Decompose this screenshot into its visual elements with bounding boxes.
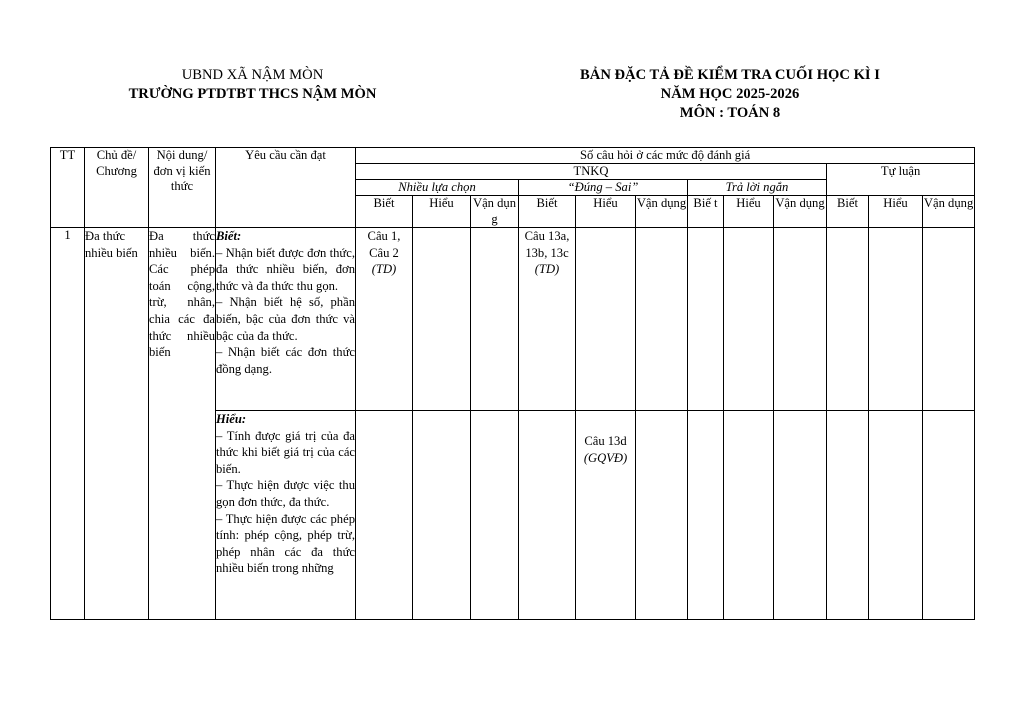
question-ref: Câu 1, Câu 2 xyxy=(367,229,401,260)
table-row xyxy=(51,228,975,411)
th-tl-hieu: Hiểu xyxy=(724,196,774,228)
requirement-item: – Nhận biết các đơn thức đồng dạng. xyxy=(216,345,355,376)
question-ref: Câu 13d xyxy=(584,434,627,448)
th-ds-hieu: Hiểu xyxy=(576,196,636,228)
th-sub-tra-loi-ngan: Trả lời ngắn xyxy=(688,180,827,196)
cell-tl-biet xyxy=(688,411,724,620)
school-name-line: TRƯỜNG PTDTBT THCS NẬM MÒN xyxy=(128,86,377,102)
th-group-tu-luan: Tự luận xyxy=(827,164,975,196)
document-header xyxy=(0,66,1024,123)
cell-ds-vandung xyxy=(636,228,688,411)
cell-tu-vandung xyxy=(923,228,975,411)
question-ref: Câu 13a, 13b, 13c xyxy=(524,229,570,260)
competency-tag: (TD) xyxy=(371,262,397,277)
cell-yeu-cau-biet xyxy=(216,228,356,411)
cell-tu-hieu xyxy=(869,411,923,620)
issuing-authority-line: UBND XÃ NẬM MÒN xyxy=(181,67,324,83)
cell-mc-vandung xyxy=(471,411,519,620)
header-left-block xyxy=(0,66,450,104)
cell-mc-biet xyxy=(356,228,413,411)
requirement-item: – Tính được giá trị của đa thức khi biết giá trị của các biến. xyxy=(216,428,355,476)
cell-chu-de: Đa thức nhiều biến xyxy=(85,228,149,620)
competency-tag: (TD) xyxy=(534,262,560,277)
cell-ds-vandung xyxy=(636,411,688,620)
cell-mc-hieu xyxy=(413,411,471,620)
th-tu-vandung: Vận dụng xyxy=(923,196,975,228)
cell-tl-vandung xyxy=(774,411,827,620)
th-noi-dung: Nội dung/ đơn vị kiến thức xyxy=(149,148,216,228)
th-group-tnkq: TNKQ xyxy=(356,164,827,180)
cell-tl-hieu xyxy=(724,411,774,620)
requirement-label-biet: Biết: xyxy=(216,229,242,243)
header-right-block xyxy=(450,66,1010,123)
requirement-label-hieu: Hiểu: xyxy=(216,412,247,426)
cell-tu-biet xyxy=(827,228,869,411)
cell-tl-biet xyxy=(688,228,724,411)
cell-tl-vandung xyxy=(774,228,827,411)
cell-mc-vandung xyxy=(471,228,519,411)
requirement-item: – Nhận biết được đơn thức, đa thức nhiều biến, đơn thức và đa thức thu gọn. xyxy=(216,245,355,293)
th-chu-de: Chủ đề/ Chương xyxy=(85,148,149,228)
th-sub-dung-sai: “Đúng – Sai” xyxy=(519,180,688,196)
th-sub-nhieu-lua-chon: Nhiều lựa chọn xyxy=(356,180,519,196)
document-title-line: BẢN ĐẶC TẢ ĐỀ KIỂM TRA CUỐI HỌC KÌ I xyxy=(580,67,880,83)
th-ds-vandung: Vận dụng xyxy=(636,196,688,228)
cell-ds-biet xyxy=(519,228,576,411)
th-tu-hieu: Hiểu xyxy=(869,196,923,228)
requirement-item: – Thực hiện được các phép tính: phép cộng, phép trừ, phép nhân các đa thức nhiều biến trong những xyxy=(216,511,355,576)
requirement-item: – Thực hiện được việc thu gọn đơn thức, đa thức. xyxy=(216,478,355,509)
cell-tu-biet xyxy=(827,411,869,620)
cell-yeu-cau-hieu xyxy=(216,411,356,620)
th-mc-biet: Biết xyxy=(356,196,413,228)
table-header xyxy=(51,148,975,228)
th-ds-biet: Biết xyxy=(519,196,576,228)
th-tu-biet: Biết xyxy=(827,196,869,228)
th-yeu-cau: Yêu cầu cần đạt xyxy=(216,148,356,228)
subject-line: MÔN : TOÁN 8 xyxy=(679,105,781,121)
cell-mc-biet xyxy=(356,411,413,620)
competency-tag: (GQVĐ) xyxy=(583,450,628,465)
cell-tt: 1 xyxy=(51,228,85,620)
specification-table-wrapper xyxy=(50,147,974,620)
cell-tu-hieu xyxy=(869,228,923,411)
th-mc-hieu: Hiểu xyxy=(413,196,471,228)
th-tl-biet: Biế t xyxy=(688,196,724,228)
cell-ds-hieu xyxy=(576,228,636,411)
cell-tu-vandung xyxy=(923,411,975,620)
cell-ds-hieu xyxy=(576,411,636,620)
th-mc-vandung: Vận dụn g xyxy=(471,196,519,228)
th-tt: TT xyxy=(51,148,85,228)
specification-table xyxy=(50,147,975,620)
cell-tl-hieu xyxy=(724,228,774,411)
requirement-item: – Nhận biết hệ số, phần biến, bậc của đơn thức và bậc của đa thức. xyxy=(216,295,355,343)
cell-noi-dung: Đa thức nhiều biến. Các phép toán cộng, trừ, nhân, chia các đa thức nhiều biến xyxy=(149,228,216,620)
school-year-line: NĂM HỌC 2025-2026 xyxy=(660,86,800,102)
th-tl-vandung: Vận dụng xyxy=(774,196,827,228)
table-body xyxy=(51,228,975,620)
header-row-1 xyxy=(51,148,975,164)
th-group-all-levels: Số câu hỏi ở các mức độ đánh giá xyxy=(356,148,975,164)
cell-ds-biet xyxy=(519,411,576,620)
cell-mc-hieu xyxy=(413,228,471,411)
